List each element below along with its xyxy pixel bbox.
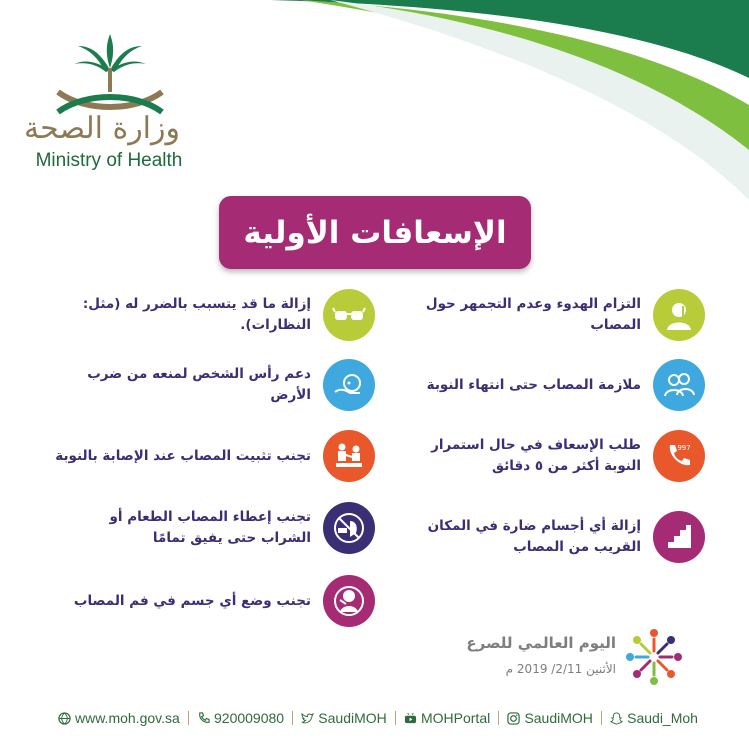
item-text: التزام الهدوء وعدم التجمهر حول المصاب [425,296,641,333]
footer-youtube-text: MOHPortal [420,710,491,726]
list-item [395,359,705,411]
people-icon [653,359,705,411]
item-text: ملازمة المصاب حتى انتهاء النوبة [426,376,641,393]
head-support-icon [323,359,375,411]
footer-divider [601,711,602,725]
event-date: الأثنين 2/11/ 2019 م [505,662,616,676]
list-item [395,430,705,482]
epilepsy-day-logo [622,625,686,689]
logo-arabic-text: وزارة الصحة [24,111,180,146]
item-text: تجنب وضع أي جسم في فم المصاب [73,592,311,609]
item-text: إزالة أي أجسام ضارة في المكان القريب من المصاب [427,518,641,555]
list-item [55,359,375,411]
event-title: اليوم العالمي للصرع [466,634,616,652]
item-text: دعم رأس الشخص لمنعه من ضرب الأرض [87,366,311,403]
list-item [55,575,375,627]
snapchat-icon [610,712,623,725]
footer-instagram-text: SaudiMOH [524,710,593,726]
no-food-icon [323,502,375,554]
youtube-icon [404,712,417,725]
phone-997-icon [653,430,705,482]
title-banner [219,196,531,269]
footer-snapchat-text: Saudi_Moh [627,710,698,726]
list-item [395,289,705,341]
list-item [55,502,375,554]
footer-instagram[interactable] [507,710,592,726]
instagram-icon [507,712,520,725]
footer-twitter-text: SaudiMOH [318,710,387,726]
globe-icon [58,712,71,725]
item-text: تجنب إعطاء المصاب الطعام أو الشراب حتى يفيق تمامًا [109,509,311,546]
calm-person-icon [653,289,705,341]
list-item [395,511,705,563]
footer-divider [292,711,293,725]
footer-twitter[interactable] [301,710,386,726]
page-title: الإسعافات الأولية [243,214,507,251]
footer [58,710,698,726]
item-text: طلب الإسعاف في حال استمرار النوبة أكثر من ٥ دقائق [431,437,641,474]
no-mouth-object-icon [323,575,375,627]
logo-english-text: Ministry of Health [35,150,183,171]
item-text: إزالة ما قد يتسبب بالضرر له (مثل: النظارات). [82,296,311,333]
stairs-icon [653,511,705,563]
footer-phone-text: 920009080 [214,710,285,726]
twitter-icon [301,712,314,725]
glasses-icon [323,289,375,341]
list-item [55,430,375,482]
footer-snapchat[interactable] [610,710,698,726]
list-item [55,289,375,341]
footer-website-text: www.moh.gov.sa [75,710,180,726]
phone-icon [197,712,210,725]
restrain-icon [323,430,375,482]
footer-divider [188,711,189,725]
svg-text:997: 997 [677,444,691,452]
footer-divider [395,711,396,725]
item-text: تجنب تثبيت المصاب عند الإصابة بالنوبة [55,447,311,464]
footer-youtube[interactable] [404,710,490,726]
footer-phone[interactable] [197,710,284,726]
footer-website[interactable] [58,710,180,726]
footer-divider [498,711,499,725]
